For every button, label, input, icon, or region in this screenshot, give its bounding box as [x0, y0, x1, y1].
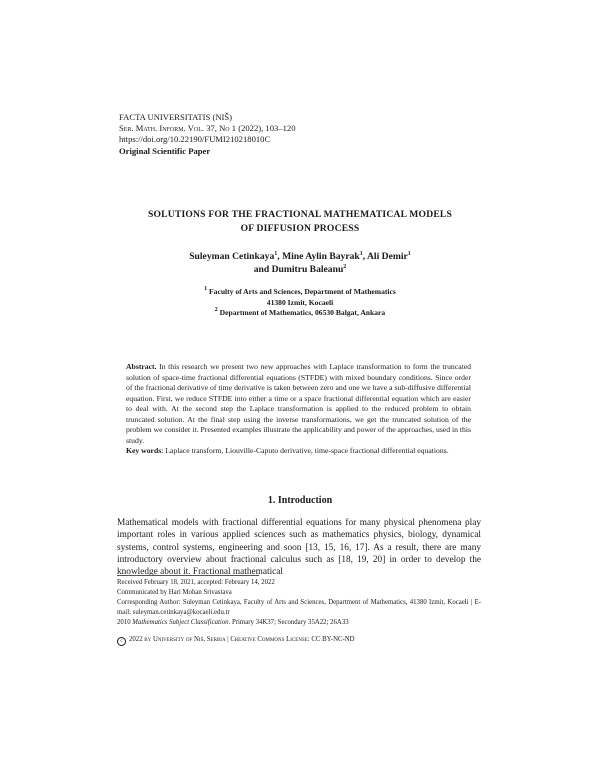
- affil-number: 2: [214, 307, 218, 314]
- keywords-label: Key words: [126, 446, 162, 456]
- affil-line: Faculty of Arts and Sciences, Department of Mathematics: [209, 287, 396, 296]
- author-affil-mark: 1: [274, 251, 278, 257]
- author-name: Dumitru Baleanu: [271, 264, 344, 276]
- license-line: [117, 635, 481, 646]
- author-affil-mark: 2: [343, 264, 347, 271]
- affiliations: [100, 287, 500, 319]
- author-affil-mark: 1: [407, 251, 411, 257]
- author-affil-mark: 1: [359, 251, 363, 257]
- keywords-text: : Laplace transform, Liouville-Caputo derivative, time-space fractional differential equations.: [161, 446, 449, 456]
- author-name: Mine Aylin Bayrak: [282, 251, 360, 262]
- author-separator: ,: [362, 251, 366, 262]
- msc-label: Mathematics Subject Classification: [132, 618, 229, 626]
- abstract-label: Abstract.: [126, 362, 157, 371]
- abstract-block: [126, 362, 471, 457]
- author-separator: ,: [277, 251, 280, 262]
- msc-codes: . Primary 34K37; Secondary 35A22; 26A33: [228, 618, 349, 626]
- received-date: Received February 18, 2021, accepted: February 14, 2022: [117, 579, 275, 586]
- communicated-by: Communicated by Hari Mohan Srivastava: [117, 588, 232, 596]
- author-list: [100, 250, 500, 276]
- footnote-divider: [117, 575, 259, 576]
- journal-series: Ser. Math. Inform. Vol. 37, No 1 (2022), 103–120: [119, 123, 296, 134]
- section-heading: 1. Introduction: [267, 495, 333, 506]
- journal-header: [119, 112, 296, 157]
- author-name: Ali Demir: [367, 251, 408, 262]
- msc-classification: [117, 618, 481, 628]
- author-conjunction: and: [253, 264, 270, 276]
- affil-number: 1: [204, 286, 208, 292]
- paper-title: [100, 208, 500, 235]
- affil-line: Department of Mathematics, 06530 Balgat, Ankara: [219, 308, 386, 318]
- affil-line: 41380 Izmit, Kocaeli: [266, 297, 334, 307]
- title-line-1: SOLUTIONS FOR THE FRACTIONAL MATHEMATICAL MODELS: [147, 209, 453, 220]
- corresponding-author: Corresponding Author: Suleyman Cetinkaya, Faculty of Arts and Sciences, Department of Mathematics, 41380 Izmit, Kocaeli | E-mail: suleyman.cetinkaya@kocaeli.edu.tr: [117, 598, 481, 616]
- title-line-2: OF DIFFUSION PROCESS: [240, 222, 360, 234]
- license-text: 2022 by University of Niš, Serbia | Creative Commons License: CC BY-NC-ND: [129, 636, 355, 643]
- msc-prefix: 2010: [117, 618, 133, 626]
- footnotes: [117, 578, 481, 628]
- copyright-icon: c: [117, 637, 126, 646]
- doi-link[interactable]: https://doi.org/10.22190/FUMI210218010C: [119, 134, 271, 145]
- body-text: Mathematical models with fractional differential equations for many physical phenomena play important roles in various applied sciences such as mathematics physics, biology, dynamical systems, control systems, engineering and soon [13, 15, 16, 17]. As a result, there are many introductory overview about fractional calculus such as [18, 19, 20] in order to develop the knowledge about it. Fractional mathematical: [117, 518, 481, 578]
- journal-name: FACTA UNIVERSITATIS (NIŠ): [119, 112, 233, 122]
- paper-type: Original Scientific Paper: [119, 145, 211, 156]
- abstract-text: In this research we present two new approaches with Laplace transformation to form the truncated solution of space-time fractional differential equations (STFDE) with mixed boundary conditions. Since order of the fractional derivative of time derivative is taken between zero and one we have a sub-diffusive differential equation. First, we reduce STFDE into either a time or a space fractional differential equation which are easier to deal with. At the second step the Laplace transformation is applied to the reduced problem to obtain truncated solution. At the final step using the inverse transformations, we get the truncated solution of the problem we consider it. Presented examples illustrate the applicability and power of the approaches, used in this study.: [126, 362, 471, 445]
- author-name: Suleyman Cetinkaya: [189, 251, 275, 262]
